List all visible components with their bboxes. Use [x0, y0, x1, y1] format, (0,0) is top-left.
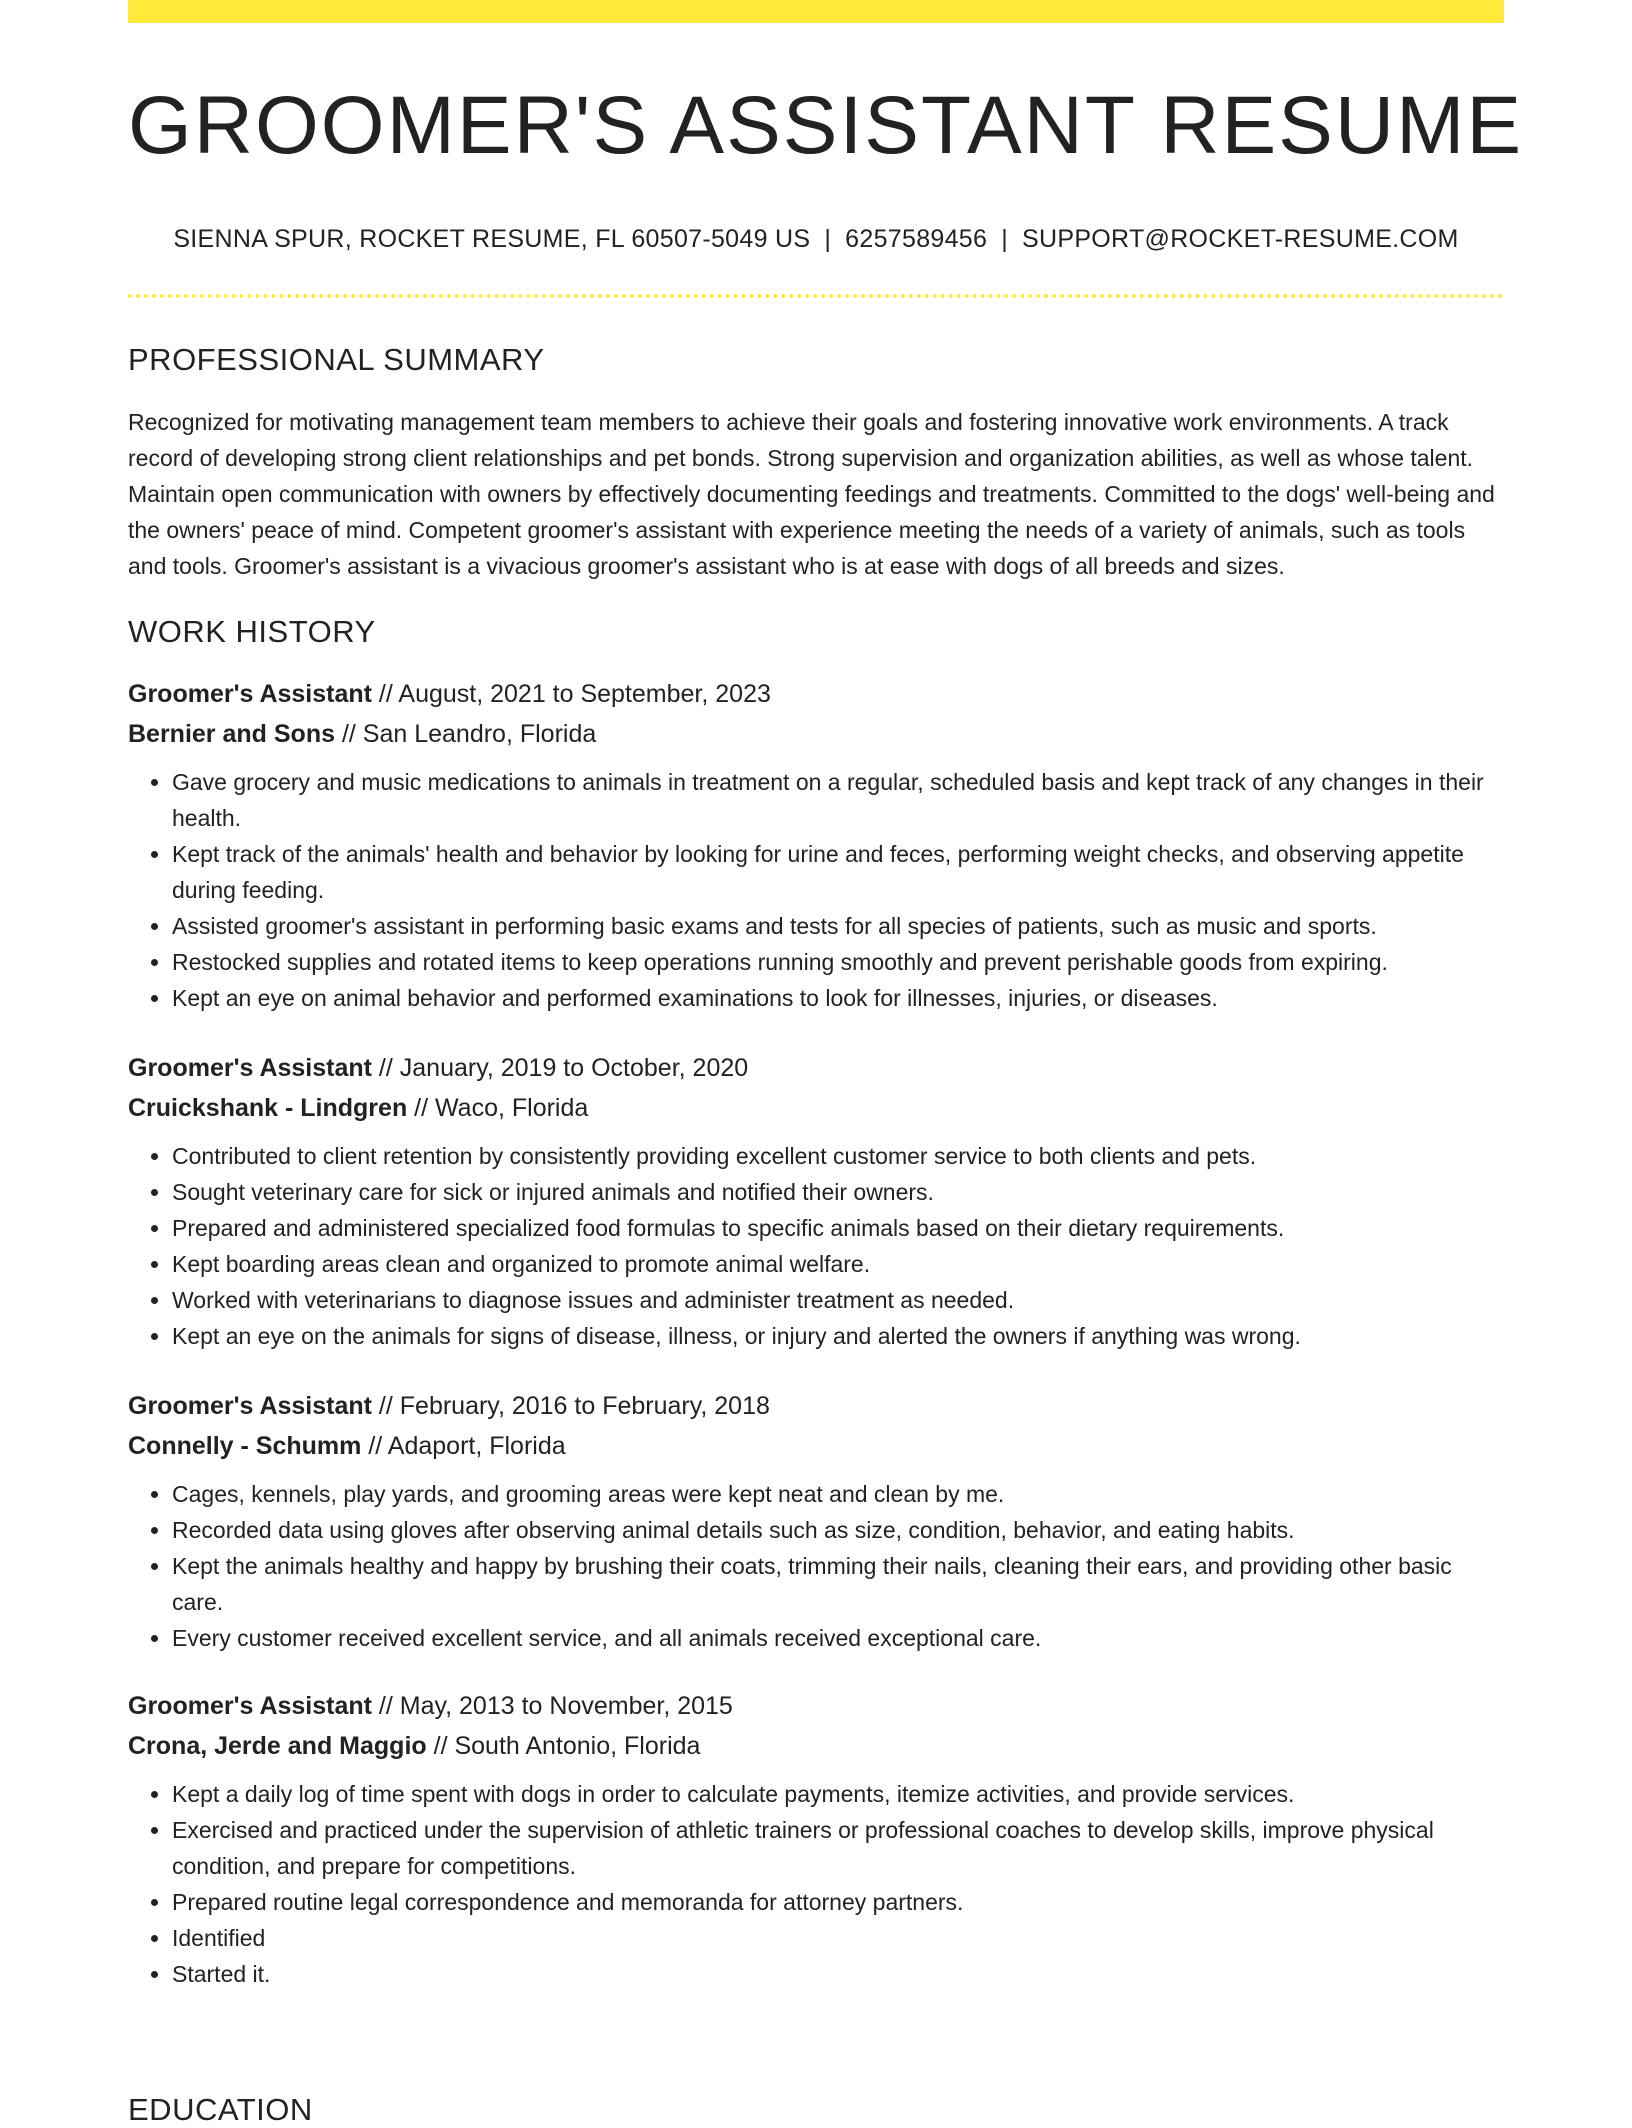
- work-history-list: [128, 674, 1504, 1992]
- job-title: Groomer's Assistant: [128, 1054, 372, 1082]
- job-title-line: [128, 1048, 1504, 1088]
- job-bullet: • Worked with veterinarians to diagnose issues and administer treatment as needed.: [172, 1282, 1504, 1318]
- job-location: // San Leandro, Florida: [335, 720, 597, 748]
- contact-address: SIENNA SPUR, ROCKET RESUME, FL 60507-5049 US: [173, 225, 811, 253]
- job-company-line: [128, 1088, 1504, 1128]
- job-title-line: [128, 1686, 1504, 1726]
- education-heading: EDUCATION: [128, 2092, 313, 2127]
- job-bullet: • Contributed to client retention by consistently providing excellent customer service to both clients and pets.: [172, 1138, 1504, 1174]
- job-title: Groomer's Assistant: [128, 1392, 372, 1420]
- resume-title: GROOMER'S ASSISTANT RESUME: [128, 80, 1524, 171]
- contact-email: SUPPORT@ROCKET-RESUME.COM: [1022, 225, 1459, 253]
- job-bullet: • Started it.: [172, 1956, 1504, 1992]
- job-bullet: • Recorded data using gloves after observing animal details such as size, condition, behavior, and eating habits.: [172, 1512, 1504, 1548]
- job-company: Connelly - Schumm: [128, 1432, 362, 1460]
- job-bullets: [128, 764, 1504, 1016]
- job-bullet: • Identified: [172, 1920, 1504, 1956]
- job-company: Crona, Jerde and Maggio: [128, 1732, 427, 1760]
- job-bullet: • Exercised and practiced under the supervision of athletic trainers or professional coaches to develop skills, improve physical condition, and prepare for competitions.: [172, 1812, 1504, 1884]
- job-dates: // May, 2013 to November, 2015: [371, 1692, 733, 1720]
- job-company: Bernier and Sons: [128, 720, 335, 748]
- contact-line: [128, 225, 1504, 254]
- job-dates: // January, 2019 to October, 2020: [371, 1054, 749, 1082]
- job-bullets: [128, 1776, 1504, 1992]
- job-location: // Waco, Florida: [407, 1094, 589, 1122]
- job-entry: [128, 1048, 1504, 1354]
- job-bullet: • Gave grocery and music medications to animals in treatment on a regular, scheduled basis and kept track of any changes in their health.: [172, 764, 1504, 836]
- job-dates: // August, 2021 to September, 2023: [371, 680, 771, 708]
- job-bullet: • Kept track of the animals' health and behavior by looking for urine and feces, performing weight checks, and observing appetite during feeding.: [172, 836, 1504, 908]
- job-bullet: • Cages, kennels, play yards, and grooming areas were kept neat and clean by me.: [172, 1476, 1504, 1512]
- job-bullets: [128, 1138, 1504, 1354]
- job-bullet: • Prepared routine legal correspondence and memoranda for attorney partners.: [172, 1884, 1504, 1920]
- job-title: Groomer's Assistant: [128, 1692, 372, 1720]
- job-company-line: [128, 714, 1504, 754]
- job-location: // Adaport, Florida: [361, 1432, 566, 1460]
- job-location: // South Antonio, Florida: [426, 1732, 701, 1760]
- job-title: Groomer's Assistant: [128, 680, 372, 708]
- job-bullet: • Kept boarding areas clean and organized to promote animal welfare.: [172, 1246, 1504, 1282]
- job-bullets: [128, 1476, 1504, 1656]
- job-bullet: • Assisted groomer's assistant in performing basic exams and tests for all species of patients, such as music and sports.: [172, 908, 1504, 944]
- job-bullet: • Prepared and administered specialized food formulas to specific animals based on their dietary requirements.: [172, 1210, 1504, 1246]
- job-bullet: • Sought veterinary care for sick or injured animals and notified their owners.: [172, 1174, 1504, 1210]
- contact-separator: |: [1001, 225, 1009, 253]
- summary-text: Recognized for motivating management team members to achieve their goals and fostering innovative work environments. A track record of developing strong client relationships and pet bonds. Strong supervision and organization abilities, as well as whose talent. Maintain open communication with owners by effectively documenting feedings and treatments. Committed to the dogs' well-being and the owners' peace of mind. Competent groomer's assistant with experience meeting the needs of a variety of animals, such as tools and tools. Groomer's assistant is a vivacious groomer's assistant who is at ease with dogs of all breeds and sizes.: [128, 409, 1495, 579]
- contact-separator: |: [824, 225, 832, 253]
- contact-phone: 6257589456: [845, 225, 988, 253]
- job-entry: [128, 1686, 1504, 1992]
- summary-heading: PROFESSIONAL SUMMARY: [128, 342, 545, 377]
- job-bullet: • Kept an eye on animal behavior and performed examinations to look for illnesses, injuries, or diseases.: [172, 980, 1504, 1016]
- job-title-line: [128, 1386, 1504, 1426]
- job-bullet: • Kept the animals healthy and happy by brushing their coats, trimming their nails, cleaning their ears, and providing other basic care.: [172, 1548, 1504, 1620]
- job-company: Cruickshank - Lindgren: [128, 1094, 408, 1122]
- dotted-divider: [128, 294, 1504, 298]
- job-entry: [128, 674, 1504, 1016]
- job-dates: // February, 2016 to February, 2018: [371, 1392, 770, 1420]
- job-company-line: [128, 1726, 1504, 1766]
- job-title-line: [128, 674, 1504, 714]
- job-entry: [128, 1386, 1504, 1656]
- job-company-line: [128, 1426, 1504, 1466]
- resume-page: [128, 0, 1524, 2127]
- work-history-heading: WORK HISTORY: [128, 614, 376, 649]
- job-bullet: • Kept a daily log of time spent with dogs in order to calculate payments, itemize activities, and provide services.: [172, 1776, 1504, 1812]
- accent-top-bar: [128, 0, 1504, 23]
- job-bullet: • Kept an eye on the animals for signs of disease, illness, or injury and alerted the owners if anything was wrong.: [172, 1318, 1504, 1354]
- job-bullet: • Every customer received excellent service, and all animals received exceptional care.: [172, 1620, 1504, 1656]
- job-bullet: • Restocked supplies and rotated items to keep operations running smoothly and prevent perishable goods from expiring.: [172, 944, 1504, 980]
